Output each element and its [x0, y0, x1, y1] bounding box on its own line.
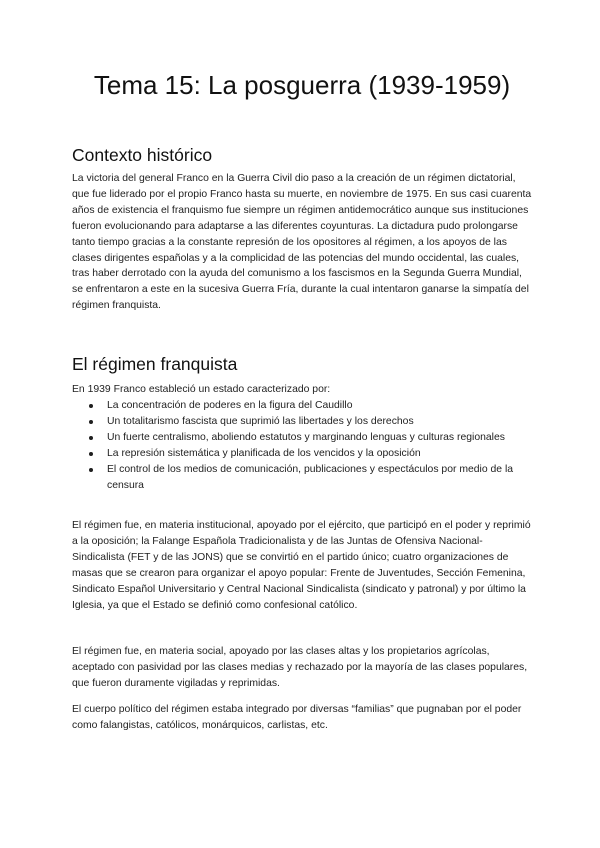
- characteristics-list: [72, 398, 532, 493]
- bullet-icon: [89, 420, 93, 424]
- paragraph-social: El régimen fue, en materia social, apoyado por las clases altas y los propietarios agrícolas, aceptado con pasividad por las clases medias y rechazado por la mayoría de las clases populares, que fueron duramente vigiladas y reprimidas.: [72, 646, 528, 689]
- list-item-text: La concentración de poderes en la figura del Caudillo: [107, 400, 353, 411]
- list-item: [72, 398, 532, 414]
- paragraph-intro: En 1939 Franco estableció un estado caracterizado por:: [72, 384, 331, 395]
- paragraph-institucional: El régimen fue, en materia institucional, apoyado por el ejército, que participó en el poder y reprimió a la oposición; la Falange Española Tradicionalista y de las Juntas de Ofensiva Nacional-Sindicalista (FET y de las JONS) que se convirtió en el partido único; cuatro organizaciones de masas que se crearon para organizar el apoyo popular: Frente de Juventudes, Sección Femenina, Sindicato Español Universitario y Central Nacional Sindicalista (sindicato y patronal) y por último la Iglesia, ya que el Estado se definió como confesional católico.: [72, 520, 531, 611]
- list-item-text: Un totalitarismo fascista que suprimió las libertades y los derechos: [107, 415, 414, 427]
- bullet-icon: [89, 436, 93, 440]
- bullet-icon: [89, 452, 93, 456]
- list-item: [72, 446, 532, 462]
- section-heading-contexto: Contexto histórico: [72, 145, 213, 165]
- list-item-text: El control de los medios de comunicación, publicaciones y espectáculos por medio de la censura: [107, 463, 514, 491]
- bullet-icon: [89, 404, 93, 408]
- list-item: [72, 430, 532, 446]
- section-heading-regimen: El régimen franquista: [72, 354, 238, 374]
- list-item: [72, 414, 532, 430]
- list-item-text: La represión sistemática y planificada de los vencidos y la oposición: [107, 447, 421, 459]
- bullet-icon: [89, 468, 93, 472]
- list-item: [72, 462, 532, 494]
- paragraph-contexto: La victoria del general Franco en la Guerra Civil dio paso a la creación de un régimen dictatorial, que fue liderado por el propio Franco hasta su muerte, en noviembre de 1975. En sus casi cuarenta años de existencia el franquismo fue siempre un régimen antidemocrático aunque sus instituciones fueron evolucionando para adaptarse a las diferentes coyunturas. La dictadura pudo prolongarse tanto tiempo gracias a la constante represión de los opositores al régimen, a los apoyos de las clases dirigentes españolas y a la complicidad de las potencias del mundo occidental, las cuales, tras haber derrotado con la ayuda del comunismo a los fascismos en la Segunda Guerra Mundial, se enfrentaron a este en la sucesiva Guerra Fría, durante la cual intentaron ganarse la simpatía del régimen franquista.: [72, 173, 532, 312]
- list-item-text: Un fuerte centralismo, aboliendo estatutos y marginando lenguas y culturas regionales: [107, 431, 505, 443]
- document-title: Tema 15: La posguerra (1939-1959): [93, 70, 511, 100]
- paragraph-familias: El cuerpo político del régimen estaba integrado por diversas “familias” que pugnaban por el poder como falangistas, católicos, monárquicos, carlistas, etc.: [72, 704, 522, 731]
